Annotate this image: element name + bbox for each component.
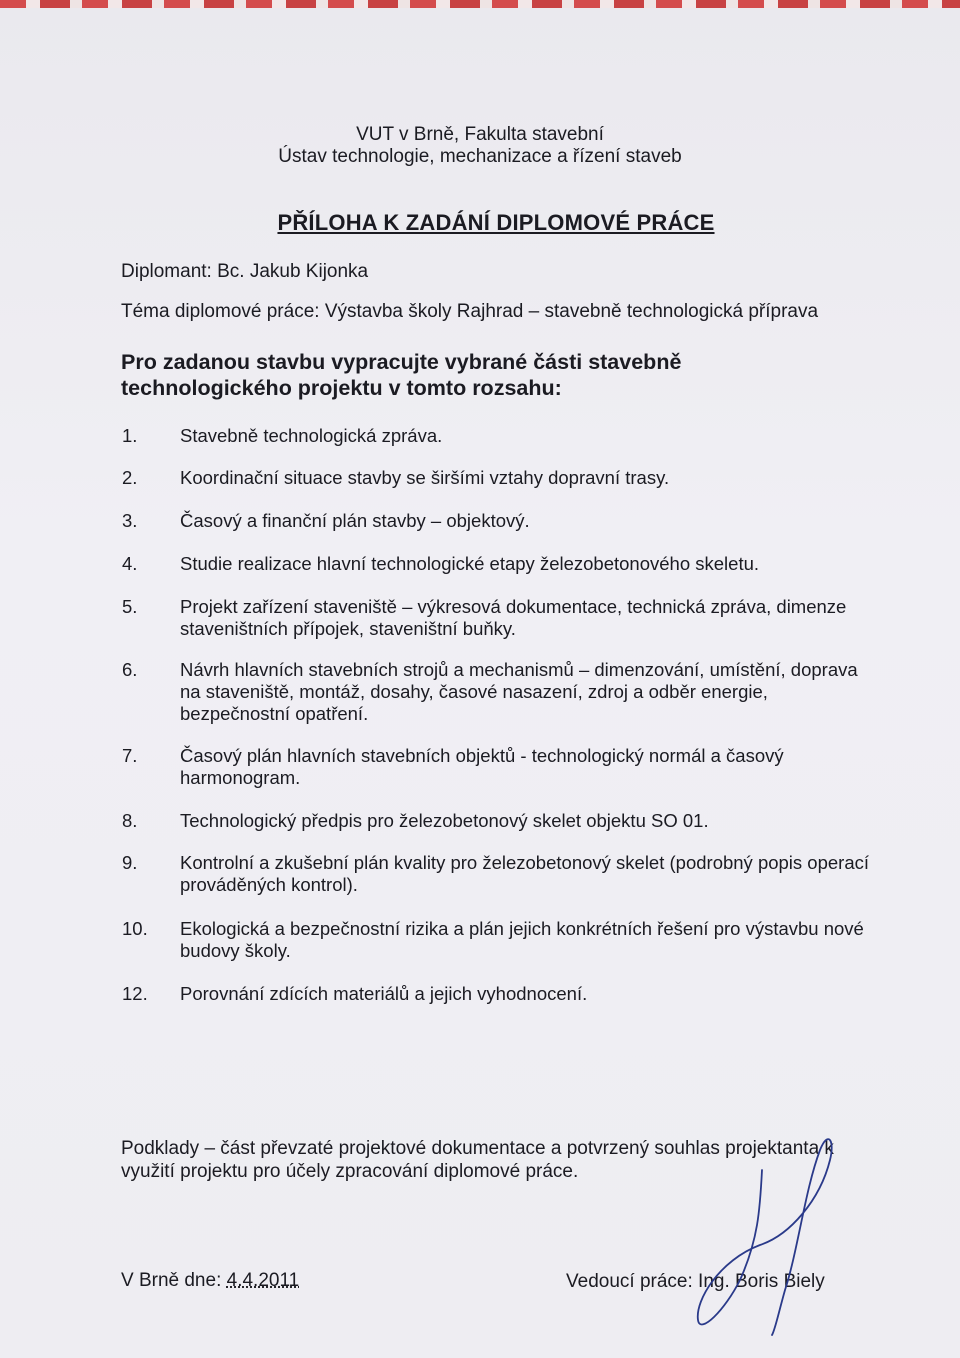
item-number: 6. <box>122 659 138 680</box>
item-number: 2. <box>122 467 138 488</box>
item-text: Koordinační situace stavby se širšími vztahy dopravní trasy. <box>180 467 670 488</box>
item-number: 10. <box>122 918 148 939</box>
item-number: 4. <box>122 553 138 574</box>
item-text: Technologický předpis pro železobetonový skelet objektu SO 01. <box>180 810 709 831</box>
item-text: Studie realizace hlavní technologické etapy železobetonového skeletu. <box>180 553 760 574</box>
item-number: 7. <box>122 745 138 766</box>
item-text: Časový plán hlavních stavebních objektů - technologický normál a časový harmonogram. <box>180 745 784 788</box>
date-label: V Brně dne: <box>121 1270 227 1291</box>
item-number: 8. <box>122 810 138 831</box>
assignment-heading: Pro zadanou stavbu vypracujte vybrané části stavebně technologického projektu v tomto rozsahu: <box>121 350 682 400</box>
item-text: Ekologická a bezpečnostní rizika a plán jejich konkrétních řešení pro výstavbu nové budovy školy. <box>180 918 864 961</box>
item-text: Projekt zařízení staveniště – výkresová dokumentace, technická zpráva, dimenze staveništních přípojek, staveništní buňky. <box>180 596 847 639</box>
thesis-topic: Téma diplomové práce: Výstavba školy Rajhrad – stavebně technologická příprava <box>121 301 819 322</box>
institute-name: Ústav technologie, mechanizace a řízení staveb <box>278 146 682 167</box>
date-value: 4.4.2011 <box>226 1270 300 1291</box>
supervisor-line: Vedoucí práce: Ing. Boris Biely <box>566 1271 825 1292</box>
date-line <box>121 1270 299 1292</box>
item-text: Návrh hlavních stavebních strojů a mechanismů – dimenzování, umístění, doprava na staveniště, montáž, dosahy, časové nasazení, zdroj a odběr energie, bezpečnostní opatření. <box>180 659 858 724</box>
item-number: 3. <box>122 510 138 531</box>
item-text: Stavebně technologická zpráva. <box>180 425 443 446</box>
student-line: Diplomant: Bc. Jakub Kijonka <box>121 261 369 282</box>
university-name: VUT v Brně, Fakulta stavební <box>356 124 604 145</box>
item-number: 5. <box>122 596 138 617</box>
item-text: Porovnání zdících materiálů a jejich vyhodnocení. <box>180 983 588 1004</box>
document-title: PŘÍLOHA K ZADÁNÍ DIPLOMOVÉ PRÁCE <box>277 210 715 235</box>
top-edge-stripe <box>0 0 960 8</box>
footer-note: Podklady – část převzaté projektové dokumentace a potvrzený souhlas projektanta k využití projektu pro účely zpracování diplomové práce. <box>121 1138 834 1182</box>
item-number: 12. <box>122 983 148 1004</box>
item-number: 1. <box>122 425 138 446</box>
item-number: 9. <box>122 852 138 873</box>
item-text: Kontrolní a zkušební plán kvality pro železobetonový skelet (podrobný popis operací prováděných kontrol). <box>180 852 870 895</box>
item-text: Časový a finanční plán stavby – objektový. <box>180 510 530 531</box>
